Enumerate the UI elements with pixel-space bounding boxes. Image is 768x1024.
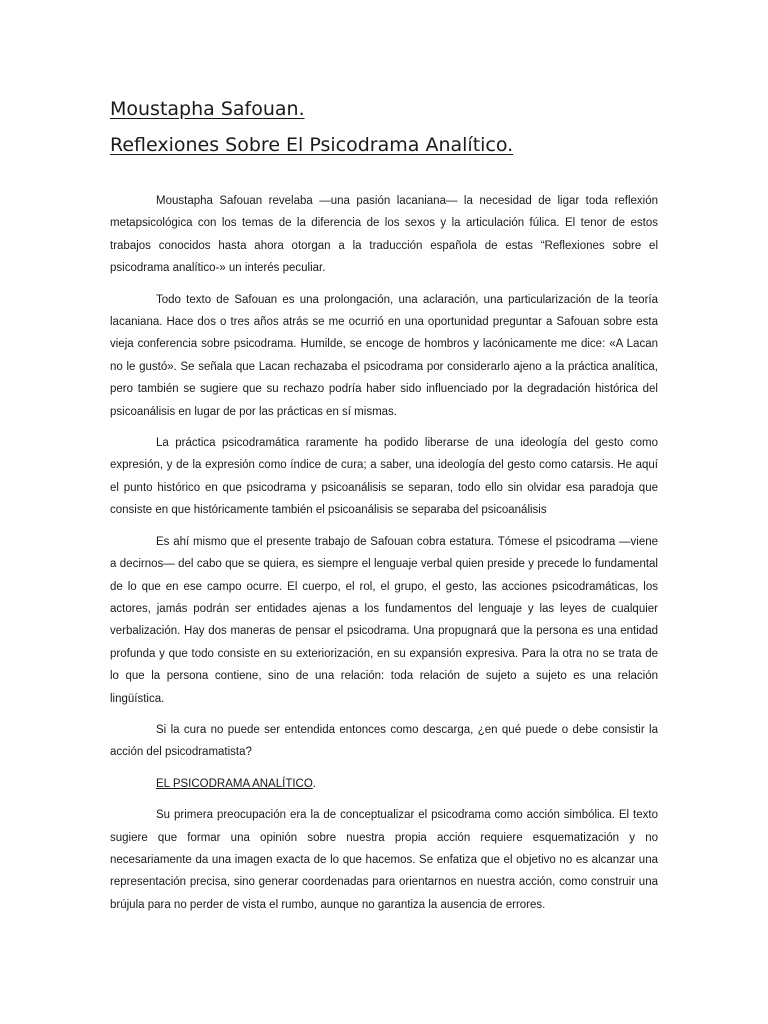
section-heading (110, 773, 658, 795)
paragraph-2: Todo texto de Safouan es una prolongación, una aclaración, una particularización de la teoría lacaniana. Hace dos o tres años atrás se me ocurrió en una oportunidad preguntar a Safouan sobre esta vieja conferencia sobre psicodrama. Humilde, se encoge de hombros y lacónicamente me dice: «A Lacan no le gustó». Se señala que Lacan rechazaba el psicodrama por considerarlo ajeno a la práctica analítica, pero también se sugiere que su rechazo podría haber sido influenciado por la degradación histórica del psicoanálisis en lugar de por las prácticas en sí mismas. (110, 293, 658, 418)
paragraph-3: La práctica psicodramática raramente ha podido liberarse de una ideología del gesto como expresión, y de la expresión como índice de cura; a saber, una ideología del gesto como catarsis. He aquí el punto histórico en que psicodrama y psicoanálisis se separan, todo ello sin olvidar esa paradoja que consiste en que históricamente también el psicoanálisis se separaba del psicoanálisis (110, 437, 658, 517)
paragraph-1: Moustapha Safouan revelaba —una pasión lacaniana— la necesidad de ligar toda reflexión metapsicológica con los temas de la diferencia de los sexos y la articulación fúlica. El tenor de estos trabajos conocidos hasta ahora otorgan a la traducción española de estas “Reflexiones sobre el psicodrama analítico-» un interés peculiar. (110, 195, 658, 275)
section-heading-text: EL PSICODRAMA ANALÍTICO (156, 777, 313, 790)
document-title-work: Reflexiones Sobre El Psicodrama Analítico. (110, 134, 514, 156)
section-heading-period: . (312, 777, 316, 790)
document-title-author: Moustapha Safouan. (110, 98, 305, 120)
document-body (110, 190, 658, 916)
paragraph-5: Si la cura no puede ser entendida entonces como descarga, ¿en qué puede o debe consistir la acción del psicodramatista? (110, 723, 658, 759)
document-page (110, 96, 658, 925)
paragraph-4: Es ahí mismo que el presente trabajo de Safouan cobra estatura. Tómese el psicodrama —viene a decirnos— del cabo que se quiera, es siempre el lenguaje verbal quien preside y precede lo fundamental de lo que en ese campo ocurre. El cuerpo, el rol, el grupo, el gesto, las acciones psicodramáticas, los actores, jamás podrán ser entidades ajenas a los fundamentos del lenguaje y las leyes de cualquier verbalización. Hay dos maneras de pensar el psicodrama. Una propugnará que la persona es una entidad profunda y que todo consiste en su exteriorización, en su expansión expresiva. Para la otra no se trata de lo que la persona contiene, sino de una relación: toda relación de sujeto a sujeto es una relación lingüística. (110, 535, 658, 705)
section-paragraph: Su primera preocupación era la de conceptualizar el psicodrama como acción simbólica. El texto sugiere que formar una opinión sobre nuestra propia acción requiere esquematización y no necesariamente da una imagen exacta de lo que hacemos. Se enfatiza que el objetivo no es alcanzar una representación precisa, sino generar coordenadas para orientarnos en nuestra acción, como construir una brújula para no perder de vista el rumbo, aunque no garantiza la ausencia de errores. (110, 809, 658, 911)
